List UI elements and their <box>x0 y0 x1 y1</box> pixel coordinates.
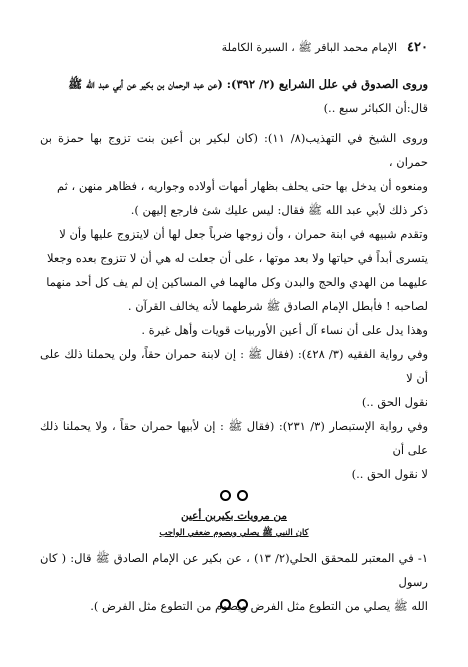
paragraph-line: نقول الحق ..) <box>361 395 428 409</box>
paragraph-2 <box>40 126 428 222</box>
main-text <box>40 72 428 486</box>
section-subtitle: كان النبي ﷺ يصلي ويصوم ضعفي الواجب <box>159 528 309 538</box>
paragraph-line: وروى الصدوق في علل الشرايع (٢/ ٣٩٢): (عن عبد الرحمان بن بكير عن أبي عبد الله ﷺ <box>68 77 428 91</box>
ring-ornament-icon <box>237 490 248 501</box>
paragraph-line: ذكر ذلك لأبي عبد الله ﷺ فقال: ليس عليك شئ فارجع إليهن ). <box>130 203 428 217</box>
ring-ornament-icon <box>220 490 231 501</box>
paragraph-line: وفي رواية الفقيه (٣/ ٤٢٨): (فقال ﷺ : إن لابنة حمران حقاً، ولن يحملنا ذلك على أن لا <box>40 347 429 385</box>
paragraph-line: لا نقول الحق ..) <box>351 467 428 481</box>
paragraph-line: وهذا يدل على أن نساء آل أعين الأوربيات قويات وأهل غيرة . <box>141 323 428 337</box>
paragraph-line: قال:أن الكبائر سبع ..) <box>323 101 428 115</box>
separator-rings <box>0 488 468 502</box>
paragraph-line: يتسرى أبداً في حياتها ولا بعد موتها ، على أن جعلت له هي أن لا تتزوج بعده وجعلا <box>47 251 428 265</box>
paragraph-line: وروى الشيخ في التهذيب(٨/ ١١): (كان لبكير بن أعين بنت تزوج بها حمزة بن حمران ، <box>40 131 429 169</box>
paragraph-line: وفي رواية الإستبصار (٣/ ٢٣١): (فقال ﷺ : إن لأبيها حمران حقاً ، ولا يحملنا ذلك على أن <box>40 419 428 457</box>
paragraph-line: ١- في المعتبر للمحقق الحلي(٢/ ١٣) ، عن بكير عن الإمام الصادق ﷺ قال: ( كان رسول <box>40 551 428 589</box>
ring-ornament-icon <box>220 599 231 610</box>
ring-ornament-icon <box>237 599 248 610</box>
paragraph-5 <box>40 414 428 486</box>
page-number: ٤٢٠ <box>407 40 428 55</box>
paragraph-line: لصاحبه ! فأبطل الإمام الصادق ﷺ شرطهما لأنه يخالف القرآن . <box>127 299 428 313</box>
paragraph-line: عليهما من الهدي والحج والبدن وكل مالهما في المساكين إن لم يف كل أحد منهما <box>46 275 428 289</box>
page-header <box>40 40 428 60</box>
paragraph-line: ومنعوه أن يدخل بها حتى يحلف بظهار أمهات أولاده وجواريه ، فظاهر منهن ، ثم <box>56 179 428 193</box>
separator-rings-bottom <box>0 597 468 611</box>
section-title: من مرويات بكيربن أعين <box>180 510 288 522</box>
paragraph-1 <box>40 72 428 120</box>
paragraph-4 <box>40 342 428 414</box>
running-title: الإمام محمد الباقر ﷺ ، السيرة الكاملة <box>221 41 398 54</box>
paragraph-3 <box>40 222 428 342</box>
paragraph-line: الله ﷺ يصلي من التطوع مثل الفرض ويصوم من التطوع مثل الفرض ). <box>90 599 428 613</box>
paragraph-line: وتقدم شبيهه في ابنة حمران ، وأن زوجها ضرباً جعل لها أن لايتزوج عليها وأن لا <box>59 227 428 241</box>
